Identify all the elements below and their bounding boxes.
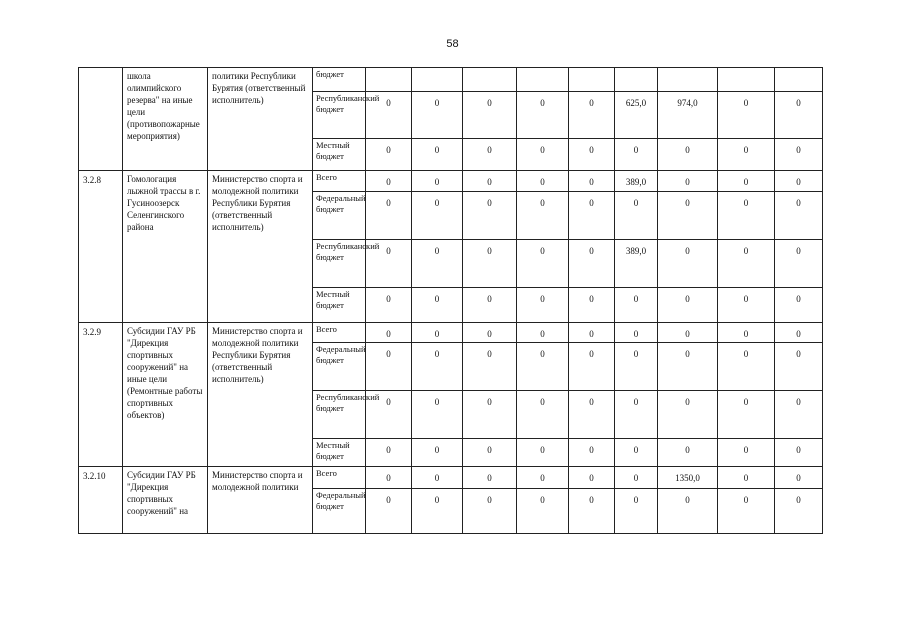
value-cell: 0 — [775, 139, 823, 171]
measure-name: Субсидии ГАУ РБ "Дирекция спортивных сооружений" на иные цели (Ремонтные работы спортивных объектов) — [123, 323, 208, 467]
value-cell: 0 — [412, 343, 463, 391]
value-cell: 0 — [615, 391, 658, 439]
value-cell: 0 — [463, 489, 517, 534]
value-cell — [775, 68, 823, 92]
value-cell: 0 — [517, 288, 569, 323]
value-cell: 0 — [366, 489, 412, 534]
value-cell: 0 — [718, 439, 775, 467]
funding-source: Местный бюджет — [313, 139, 366, 171]
value-cell: 0 — [463, 439, 517, 467]
table-row — [79, 323, 823, 343]
executor-name: Министерство спорта и молодежной политики — [208, 467, 313, 534]
value-cell: 0 — [569, 489, 615, 534]
executor-name: Министерство спорта и молодежной политики Республики Бурятия (ответственный исполнитель) — [208, 323, 313, 467]
value-cell: 0 — [569, 192, 615, 240]
value-cell: 0 — [718, 489, 775, 534]
value-cell: 0 — [615, 343, 658, 391]
value-cell: 0 — [775, 192, 823, 240]
funding-source: Республиканский бюджет — [313, 92, 366, 139]
value-cell: 0 — [569, 139, 615, 171]
value-cell: 389,0 — [615, 171, 658, 192]
row-code — [79, 68, 123, 171]
value-cell — [366, 68, 412, 92]
value-cell — [658, 68, 718, 92]
value-cell: 0 — [412, 323, 463, 343]
value-cell — [718, 68, 775, 92]
table-row — [79, 171, 823, 192]
value-cell: 0 — [615, 323, 658, 343]
funding-source: Федеральный бюджет — [313, 343, 366, 391]
value-cell: 0 — [569, 323, 615, 343]
value-cell: 0 — [718, 323, 775, 343]
table-body — [79, 68, 823, 534]
value-cell: 0 — [775, 240, 823, 288]
value-cell: 0 — [463, 240, 517, 288]
value-cell: 0 — [615, 139, 658, 171]
measure-name: Гомологация лыжной трассы в г. Гусиноозерск Селенгинского района — [123, 171, 208, 323]
value-cell: 0 — [517, 192, 569, 240]
value-cell: 0 — [718, 171, 775, 192]
funding-source: Местный бюджет — [313, 439, 366, 467]
table-row — [79, 467, 823, 489]
value-cell: 0 — [658, 192, 718, 240]
value-cell: 0 — [775, 92, 823, 139]
value-cell: 0 — [463, 192, 517, 240]
value-cell: 0 — [615, 288, 658, 323]
value-cell: 0 — [658, 343, 718, 391]
value-cell: 0 — [569, 92, 615, 139]
value-cell: 0 — [615, 467, 658, 489]
value-cell — [463, 68, 517, 92]
value-cell: 0 — [658, 391, 718, 439]
value-cell: 0 — [658, 288, 718, 323]
funding-source: Всего — [313, 467, 366, 489]
value-cell: 0 — [775, 489, 823, 534]
value-cell: 0 — [775, 288, 823, 323]
value-cell — [412, 68, 463, 92]
table-row — [79, 68, 823, 92]
value-cell: 1350,0 — [658, 467, 718, 489]
funding-source: бюджет — [313, 68, 366, 92]
value-cell: 0 — [366, 139, 412, 171]
value-cell: 0 — [775, 439, 823, 467]
value-cell: 0 — [412, 489, 463, 534]
value-cell: 0 — [569, 171, 615, 192]
value-cell: 0 — [412, 92, 463, 139]
value-cell — [517, 68, 569, 92]
value-cell: 0 — [463, 92, 517, 139]
value-cell: 0 — [366, 192, 412, 240]
page-number: 58 — [446, 38, 459, 50]
value-cell: 0 — [658, 240, 718, 288]
value-cell: 0 — [366, 343, 412, 391]
value-cell: 0 — [463, 323, 517, 343]
value-cell: 0 — [718, 391, 775, 439]
value-cell: 0 — [517, 391, 569, 439]
value-cell: 0 — [775, 391, 823, 439]
value-cell: 0 — [569, 240, 615, 288]
value-cell: 0 — [366, 92, 412, 139]
value-cell: 0 — [517, 92, 569, 139]
value-cell: 0 — [463, 467, 517, 489]
value-cell: 0 — [517, 171, 569, 192]
value-cell: 0 — [366, 323, 412, 343]
value-cell: 0 — [718, 192, 775, 240]
value-cell: 0 — [412, 439, 463, 467]
value-cell: 0 — [463, 343, 517, 391]
value-cell: 0 — [615, 192, 658, 240]
value-cell: 0 — [517, 467, 569, 489]
value-cell: 0 — [658, 139, 718, 171]
row-code: 3.2.8 — [79, 171, 123, 323]
value-cell: 0 — [463, 139, 517, 171]
value-cell: 0 — [658, 439, 718, 467]
value-cell: 0 — [517, 343, 569, 391]
value-cell: 0 — [412, 171, 463, 192]
value-cell: 0 — [412, 288, 463, 323]
value-cell: 0 — [658, 323, 718, 343]
row-code: 3.2.9 — [79, 323, 123, 467]
value-cell: 0 — [463, 288, 517, 323]
value-cell: 0 — [718, 92, 775, 139]
value-cell: 0 — [366, 288, 412, 323]
value-cell: 0 — [775, 343, 823, 391]
value-cell: 0 — [412, 139, 463, 171]
value-cell: 974,0 — [658, 92, 718, 139]
value-cell: 0 — [412, 467, 463, 489]
funding-source: Республиканский бюджет — [313, 240, 366, 288]
value-cell: 0 — [517, 240, 569, 288]
value-cell: 0 — [366, 171, 412, 192]
value-cell: 389,0 — [615, 240, 658, 288]
measure-name: Субсидии ГАУ РБ "Дирекция спортивных сооружений" на — [123, 467, 208, 534]
value-cell: 0 — [463, 171, 517, 192]
executor-name: Министерство спорта и молодежной политики Республики Бурятия (ответственный исполнитель) — [208, 171, 313, 323]
value-cell: 0 — [658, 171, 718, 192]
value-cell: 0 — [718, 288, 775, 323]
value-cell: 0 — [412, 240, 463, 288]
value-cell: 0 — [366, 467, 412, 489]
value-cell: 0 — [775, 467, 823, 489]
value-cell: 0 — [366, 439, 412, 467]
value-cell: 0 — [517, 439, 569, 467]
funding-source: Всего — [313, 171, 366, 192]
funding-source: Федеральный бюджет — [313, 489, 366, 534]
value-cell: 0 — [517, 139, 569, 171]
measure-name: школа олимпийского резерва" на иные цели (противопожарные мероприятия) — [123, 68, 208, 171]
funding-source: Местный бюджет — [313, 288, 366, 323]
value-cell: 0 — [366, 391, 412, 439]
value-cell: 0 — [569, 439, 615, 467]
value-cell: 0 — [658, 489, 718, 534]
executor-name: политики Республики Бурятия (ответственный исполнитель) — [208, 68, 313, 171]
value-cell: 0 — [569, 391, 615, 439]
value-cell: 0 — [718, 343, 775, 391]
value-cell: 0 — [463, 391, 517, 439]
value-cell: 0 — [517, 323, 569, 343]
value-cell: 0 — [718, 240, 775, 288]
value-cell — [569, 68, 615, 92]
value-cell: 0 — [718, 467, 775, 489]
value-cell — [615, 68, 658, 92]
funding-source: Федеральный бюджет — [313, 192, 366, 240]
funding-source: Всего — [313, 323, 366, 343]
value-cell: 0 — [615, 489, 658, 534]
value-cell: 0 — [412, 192, 463, 240]
funding-source: Республиканский бюджет — [313, 391, 366, 439]
value-cell: 0 — [775, 323, 823, 343]
value-cell: 0 — [569, 467, 615, 489]
value-cell: 0 — [615, 439, 658, 467]
value-cell: 0 — [718, 139, 775, 171]
value-cell: 625,0 — [615, 92, 658, 139]
value-cell: 0 — [517, 489, 569, 534]
value-cell: 0 — [569, 288, 615, 323]
budget-table — [78, 67, 823, 534]
value-cell: 0 — [412, 391, 463, 439]
value-cell: 0 — [775, 171, 823, 192]
row-code: 3.2.10 — [79, 467, 123, 534]
value-cell: 0 — [366, 240, 412, 288]
value-cell: 0 — [569, 343, 615, 391]
